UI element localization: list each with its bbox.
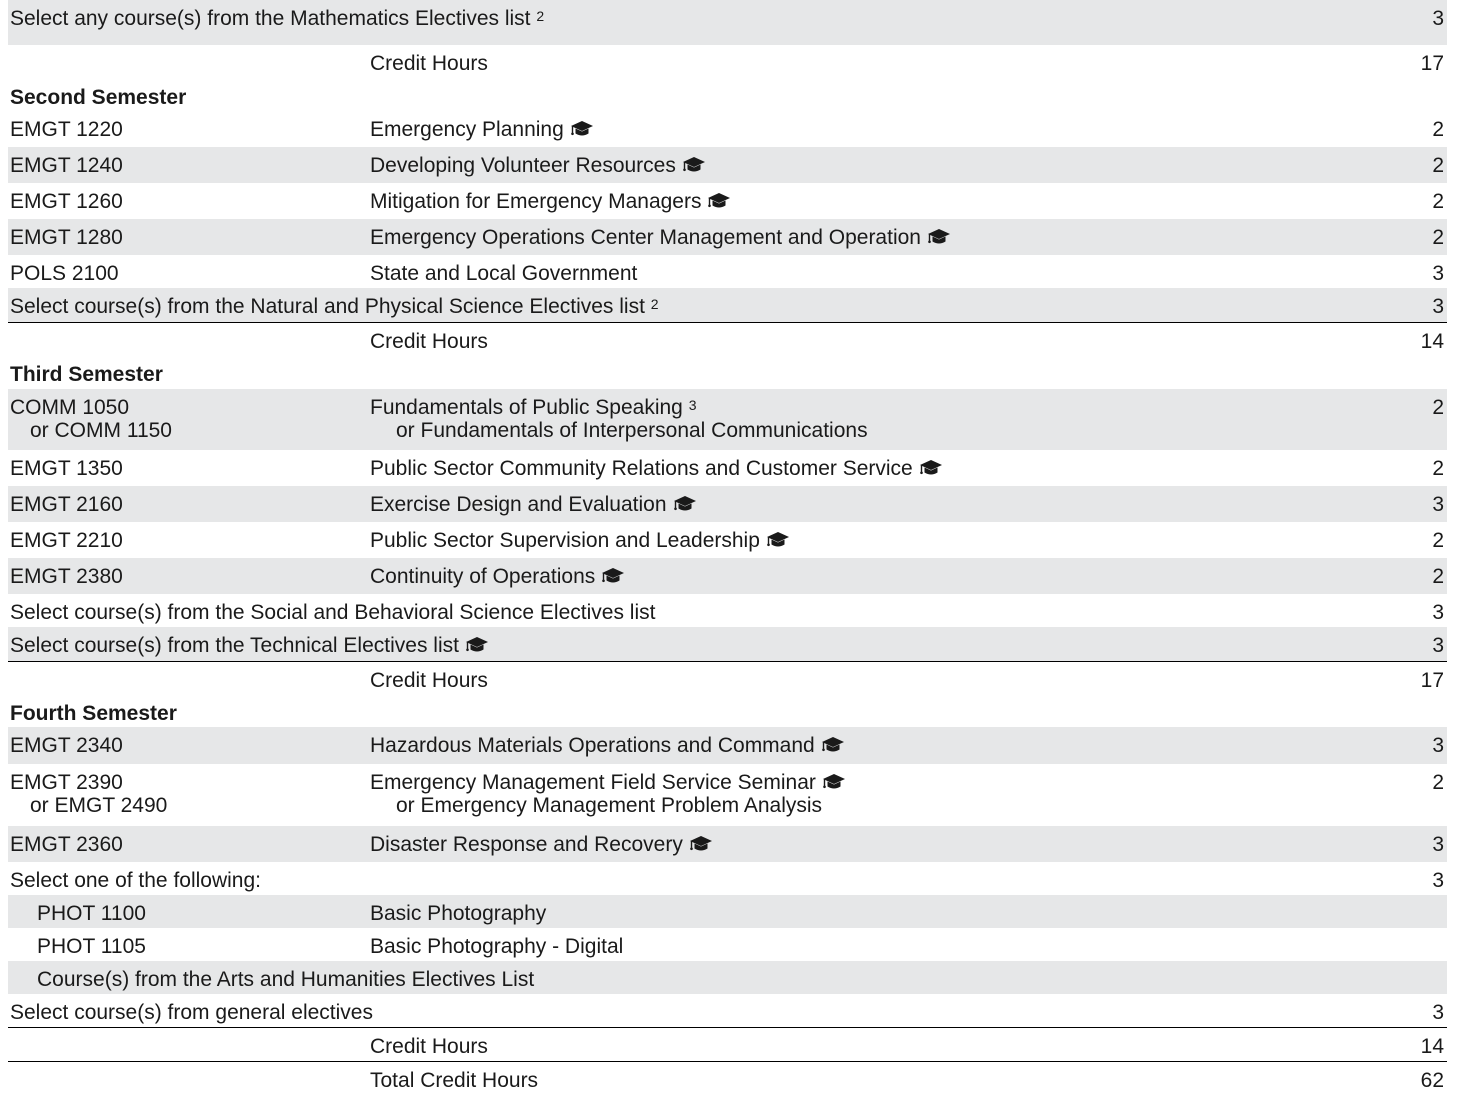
elective-text [37, 969, 534, 991]
course-code: EMGT 2340 [10, 734, 123, 757]
graduation-cap-icon [821, 736, 845, 754]
course-title: Developing Volunteer Resources [370, 154, 676, 177]
elective-row [8, 994, 1447, 1027]
footnote-marker: 2 [536, 8, 545, 24]
elective-text [10, 870, 261, 892]
course-title-cell [370, 458, 943, 480]
course-title-cell [370, 936, 623, 958]
course-title: Emergency Operations Center Management and Operation [370, 226, 921, 249]
elective-row [8, 594, 1447, 627]
course-title-cell [370, 494, 697, 516]
course-title: Fundamentals of Public Speaking [370, 396, 683, 419]
course-title: Public Sector Supervision and Leadership [370, 529, 760, 552]
course-title: Emergency Management Field Service Seminar [370, 771, 816, 794]
course-title-cell [370, 903, 546, 925]
graduation-cap-icon [689, 835, 713, 853]
course-title-cell [370, 191, 731, 213]
course-row [8, 928, 1447, 961]
credit-hours-total-row [8, 1027, 1447, 1061]
graduation-cap-icon [919, 459, 943, 477]
total-label: Credit Hours [370, 1035, 488, 1058]
course-row [8, 183, 1447, 219]
course-title: State and Local Government [370, 262, 638, 285]
total-hours: 17 [1420, 52, 1444, 75]
course-code: PHOT 1100 [37, 902, 146, 925]
total-hours: 14 [1420, 1035, 1444, 1058]
course-row [8, 558, 1447, 594]
credit-hours: 3 [1432, 833, 1444, 856]
elective-label: Course(s) from the Arts and Humanities Electives List [37, 968, 535, 991]
course-code: EMGT 1280 [10, 226, 123, 249]
credit-hours: 3 [1432, 493, 1444, 516]
credit-hours: 2 [1432, 529, 1444, 552]
graduation-cap-icon [682, 156, 706, 174]
course-title: Basic Photography [370, 902, 547, 925]
course-code: EMGT 1260 [10, 190, 123, 213]
alternate-course-title: or Emergency Management Problem Analysis [396, 794, 823, 817]
elective-row [8, 862, 1447, 895]
elective-label: Select course(s) from the Social and Behavioral Science Electives list [10, 601, 656, 624]
elective-label: Select course(s) from general electives [10, 1001, 373, 1024]
course-row [8, 147, 1447, 183]
course-code: EMGT 2390 [10, 771, 123, 794]
footnote-marker: 2 [650, 296, 659, 312]
course-row [8, 895, 1447, 928]
credit-hours: 3 [1432, 734, 1444, 757]
course-row [8, 255, 1447, 288]
course-row [8, 826, 1447, 862]
graduation-cap-icon [601, 567, 625, 585]
course-title: Emergency Planning [370, 118, 564, 141]
course-code: EMGT 2360 [10, 833, 123, 856]
course-title-cell [370, 227, 951, 249]
total-label: Credit Hours [370, 669, 488, 692]
credit-hours-total-row [8, 45, 1447, 78]
elective-label: Select one of the following: [10, 869, 261, 892]
course-code: EMGT 1220 [10, 118, 123, 141]
course-title-cell [370, 772, 846, 794]
graduation-cap-icon [927, 228, 951, 246]
course-title-cell [370, 735, 845, 757]
semester-heading [8, 78, 1447, 111]
credit-hours: 2 [1432, 190, 1444, 213]
elective-row [8, 961, 1447, 994]
course-title: Mitigation for Emergency Managers [370, 190, 702, 213]
course-code: POLS 2100 [10, 262, 119, 285]
course-title-cell [370, 263, 637, 285]
course-title-cell [370, 566, 625, 588]
alternate-course-code: or COMM 1150 [30, 419, 172, 442]
course-code: PHOT 1105 [37, 935, 146, 958]
course-code: EMGT 2380 [10, 565, 123, 588]
graduation-cap-icon [766, 531, 790, 549]
credit-hours: 3 [1432, 634, 1444, 657]
credit-hours-total-row [8, 322, 1447, 355]
elective-text [10, 8, 544, 30]
total-hours: 14 [1420, 330, 1444, 353]
elective-row [8, 0, 1447, 45]
credit-hours: 3 [1432, 1001, 1444, 1024]
elective-row [8, 288, 1447, 322]
course-row [8, 450, 1447, 486]
course-row [8, 522, 1447, 558]
course-title-cell [370, 397, 697, 419]
course-row [8, 764, 1447, 826]
footnote-marker: 3 [688, 397, 697, 413]
total-hours: 17 [1420, 669, 1444, 692]
course-code: EMGT 1240 [10, 154, 123, 177]
credit-hours: 3 [1432, 7, 1444, 30]
course-row [8, 389, 1447, 450]
total-label: Credit Hours [370, 52, 488, 75]
elective-text [10, 296, 659, 318]
credit-hours: 3 [1432, 295, 1444, 318]
graduation-cap-icon [707, 192, 731, 210]
elective-label: Select any course(s) from the Mathematics Electives list [10, 7, 531, 30]
graduation-cap-icon [673, 495, 697, 513]
course-title: Public Sector Community Relations and Customer Service [370, 457, 913, 480]
course-row [8, 486, 1447, 522]
course-row [8, 219, 1447, 255]
graduation-cap-icon [465, 636, 489, 654]
course-code: EMGT 2210 [10, 529, 123, 552]
course-row [8, 111, 1447, 147]
credit-hours: 2 [1432, 565, 1444, 588]
elective-row [8, 627, 1447, 661]
course-code: COMM 1050 [10, 396, 130, 419]
elective-text [10, 602, 655, 624]
course-title: Hazardous Materials Operations and Command [370, 734, 815, 757]
credit-hours-total-row [8, 661, 1447, 694]
course-title-cell [370, 530, 790, 552]
alternate-course-code: or EMGT 2490 [30, 794, 168, 817]
semester-heading [8, 355, 1447, 389]
course-title-cell [370, 834, 713, 856]
total-label: Total Credit Hours [370, 1069, 539, 1092]
credit-hours: 2 [1432, 771, 1444, 794]
total-label: Credit Hours [370, 330, 488, 353]
course-code: EMGT 2160 [10, 493, 123, 516]
semester-title: Fourth Semester [10, 702, 177, 725]
credit-hours: 3 [1432, 601, 1444, 624]
semester-title: Third Semester [10, 363, 163, 386]
course-title-cell [370, 119, 594, 141]
credit-hours: 2 [1432, 118, 1444, 141]
elective-label: Select course(s) from the Technical Electives list [10, 634, 459, 657]
course-title-cell [370, 155, 706, 177]
program-plan-table [8, 0, 1447, 1097]
credit-hours: 2 [1432, 457, 1444, 480]
elective-text [10, 1002, 373, 1024]
credit-hours: 3 [1432, 869, 1444, 892]
credit-hours-total-row [8, 1061, 1447, 1097]
credit-hours: 2 [1432, 396, 1444, 419]
credit-hours: 3 [1432, 262, 1444, 285]
credit-hours: 2 [1432, 226, 1444, 249]
alternate-course-title: or Fundamentals of Interpersonal Communications [396, 419, 868, 442]
course-title: Continuity of Operations [370, 565, 596, 588]
course-title: Exercise Design and Evaluation [370, 493, 667, 516]
course-row [8, 727, 1447, 764]
elective-text [10, 635, 489, 657]
semester-heading [8, 694, 1447, 727]
course-code: EMGT 1350 [10, 457, 123, 480]
semester-title: Second Semester [10, 86, 187, 109]
elective-label: Select course(s) from the Natural and Physical Science Electives list [10, 295, 645, 318]
graduation-cap-icon [570, 120, 594, 138]
total-hours: 62 [1420, 1069, 1444, 1092]
course-title: Disaster Response and Recovery [370, 833, 683, 856]
graduation-cap-icon [822, 773, 846, 791]
course-title: Basic Photography - Digital [370, 935, 624, 958]
credit-hours: 2 [1432, 154, 1444, 177]
